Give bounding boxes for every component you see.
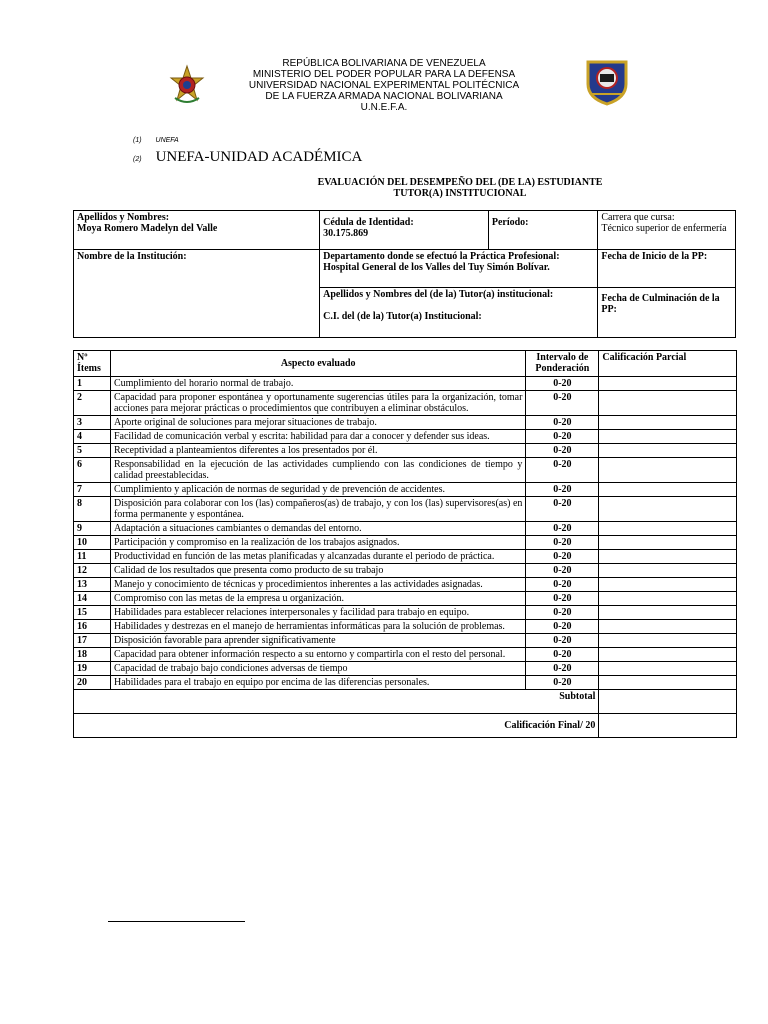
table-row (74, 497, 737, 522)
item-number: 10 (74, 536, 111, 550)
start-date-label: Fecha de Inicio de la PP: (601, 251, 708, 262)
partial-grade-cell[interactable] (599, 522, 737, 536)
table-row (74, 634, 737, 648)
department-cell (320, 250, 598, 288)
partial-grade-cell[interactable] (599, 458, 737, 483)
title-line: EVALUACIÓN DEL DESEMPEÑO DEL (DE LA) ESTUDIANTE (317, 177, 603, 188)
table-row (74, 444, 737, 458)
footnote-1 (133, 137, 179, 144)
table-row (74, 676, 737, 690)
form-title (210, 177, 710, 199)
item-number: 4 (74, 430, 111, 444)
unefa-shield-logo (582, 56, 632, 106)
tutor-id-label: C.I. del (de la) Tutor(a) Institucional: (323, 311, 482, 322)
career-cell (598, 211, 736, 250)
partial-grade-cell[interactable] (599, 606, 737, 620)
header-line: U.N.E.F.A. (360, 102, 408, 113)
col-header-items: Nº Ítems (74, 351, 111, 377)
item-number: 15 (74, 606, 111, 620)
aspect-text: Adaptación a situaciones cambiantes o demandas del entorno. (110, 522, 525, 536)
table-row (74, 662, 737, 676)
weighting-range: 0-20 (526, 483, 599, 497)
aspect-text: Capacidad para proponer espontánea y oportunamente sugerencias útiles para la organización, tomar acciones para mejorar prácticas o procedimientos que contribuyen a eliminar obstáculos. (110, 391, 525, 416)
partial-grade-cell[interactable] (599, 634, 737, 648)
weighting-range: 0-20 (526, 458, 599, 483)
weighting-range: 0-20 (526, 536, 599, 550)
start-date-cell (598, 250, 736, 288)
evaluation-table (73, 350, 737, 738)
academic-unit-heading: UNEFA-UNIDAD ACADÉMICA (155, 149, 363, 165)
aspect-text: Aporte original de soluciones para mejorar situaciones de trabajo. (110, 416, 525, 430)
weighting-range: 0-20 (526, 606, 599, 620)
weighting-range: 0-20 (526, 377, 599, 391)
header-line: REPÚBLICA BOLIVARIANA DE VENEZUELA (282, 58, 486, 69)
table-row (74, 564, 737, 578)
weighting-range: 0-20 (526, 648, 599, 662)
weighting-range: 0-20 (526, 592, 599, 606)
weighting-range: 0-20 (526, 444, 599, 458)
final-grade-label: Calificación Final/ 20 (74, 714, 599, 738)
weighting-range: 0-20 (526, 430, 599, 444)
venezuela-coat-of-arms-logo (167, 64, 207, 106)
table-row (74, 430, 737, 444)
item-number: 12 (74, 564, 111, 578)
aspect-text: Calidad de los resultados que presenta como producto de su trabajo (110, 564, 525, 578)
col-header-partial-grade: Calificación Parcial (599, 351, 737, 377)
table-row (74, 458, 737, 483)
career-label: Carrera que cursa: (601, 212, 675, 223)
item-number: 9 (74, 522, 111, 536)
department-label: Departamento donde se efectuó la Práctica Profesional: (323, 251, 560, 262)
partial-grade-cell[interactable] (599, 662, 737, 676)
aspect-text: Disposición para colaborar con los (las) compañeros(as) de trabajo, y con los (las) supervisores(as) en forma permanente y espontánea. (110, 497, 525, 522)
footnote-number: (1) (133, 137, 142, 144)
table-row (74, 377, 737, 391)
period-cell (488, 211, 597, 250)
table-row (74, 536, 737, 550)
id-label: Cédula de Identidad: (323, 217, 414, 228)
weighting-range: 0-20 (526, 662, 599, 676)
aspect-text: Compromiso con las metas de la empresa u organización. (110, 592, 525, 606)
table-row (74, 391, 737, 416)
aspect-text: Productividad en función de las metas planificadas y alcanzadas durante el periodo de práctica. (110, 550, 525, 564)
footnote-number: (2) (133, 156, 142, 163)
aspect-text: Habilidades para el trabajo en equipo por encima de las diferencias personales. (110, 676, 525, 690)
student-info-table (73, 210, 736, 338)
table-row (74, 620, 737, 634)
aspect-text: Habilidades para establecer relaciones interpersonales y facilidad para trabajo en equipo. (110, 606, 525, 620)
item-number: 5 (74, 444, 111, 458)
weighting-range: 0-20 (526, 676, 599, 690)
aspect-text: Receptividad a planteamientos diferentes a los presentados por él. (110, 444, 525, 458)
weighting-range: 0-20 (526, 391, 599, 416)
col-header-aspect: Aspecto evaluado (110, 351, 525, 377)
item-number: 16 (74, 620, 111, 634)
table-row (74, 648, 737, 662)
id-value: 30.175.869 (323, 228, 369, 239)
end-date-label: Fecha de Culminación de la PP: (601, 293, 720, 315)
item-number: 2 (74, 391, 111, 416)
partial-grade-cell[interactable] (599, 430, 737, 444)
partial-grade-cell[interactable] (599, 550, 737, 564)
partial-grade-cell[interactable] (599, 377, 737, 391)
item-number: 14 (74, 592, 111, 606)
aspect-text: Capacidad de trabajo bajo condiciones adversas de tiempo (110, 662, 525, 676)
partial-grade-cell[interactable] (599, 391, 737, 416)
partial-grade-cell[interactable] (599, 620, 737, 634)
subtotal-value[interactable] (599, 690, 737, 714)
item-number: 18 (74, 648, 111, 662)
partial-grade-cell[interactable] (599, 564, 737, 578)
weighting-range: 0-20 (526, 578, 599, 592)
student-name-value: Moya Romero Madelyn del Valle (77, 223, 218, 234)
student-name-label: Apellidos y Nombres: (77, 212, 170, 223)
footnote-label: UNEFA (155, 137, 179, 144)
signature-line (108, 921, 245, 922)
partial-grade-cell[interactable] (599, 676, 737, 690)
aspect-text: Capacidad para obtener información respecto a su entorno y compartirla con el resto del personal. (110, 648, 525, 662)
table-row (74, 606, 737, 620)
header-line: DE LA FUERZA ARMADA NACIONAL BOLIVARIANA (265, 91, 503, 102)
partial-grade-cell[interactable] (599, 578, 737, 592)
tutor-cell (320, 288, 598, 338)
weighting-range: 0-20 (526, 550, 599, 564)
partial-grade-cell[interactable] (599, 444, 737, 458)
item-number: 17 (74, 634, 111, 648)
department-value: Hospital General de los Valles del Tuy Simón Bolívar. (323, 262, 550, 273)
partial-grade-cell[interactable] (599, 497, 737, 522)
header-line: UNIVERSIDAD NACIONAL EXPERIMENTAL POLITÉCNICA (248, 80, 520, 91)
tutor-name-label: Apellidos y Nombres del (de la) Tutor(a) institucional: (323, 289, 554, 300)
item-number: 19 (74, 662, 111, 676)
partial-grade-cell[interactable] (599, 483, 737, 497)
institution-label: Nombre de la Institución: (77, 251, 187, 262)
item-number: 11 (74, 550, 111, 564)
end-date-cell (598, 288, 736, 338)
partial-grade-cell[interactable] (599, 536, 737, 550)
aspect-text: Habilidades y destrezas en el manejo de herramientas informáticas para la solución de problemas. (110, 620, 525, 634)
header-line: MINISTERIO DEL PODER POPULAR PARA LA DEFENSA (252, 69, 516, 80)
table-row (74, 592, 737, 606)
weighting-range: 0-20 (526, 522, 599, 536)
table-row (74, 483, 737, 497)
table-row (74, 416, 737, 430)
aspect-text: Participación y compromiso en la realización de los trabajos asignados. (110, 536, 525, 550)
table-row (74, 578, 737, 592)
career-value: Técnico superior de enfermería (601, 223, 727, 234)
student-name-cell (74, 211, 320, 250)
weighting-range: 0-20 (526, 634, 599, 648)
item-number: 13 (74, 578, 111, 592)
item-number: 20 (74, 676, 111, 690)
aspect-text: Responsabilidad en la ejecución de las actividades cumpliendo con las condiciones de tiempo y calidad preestablecidas. (110, 458, 525, 483)
id-cell (320, 211, 489, 250)
final-grade-value[interactable] (599, 714, 737, 738)
partial-grade-cell[interactable] (599, 592, 737, 606)
weighting-range: 0-20 (526, 564, 599, 578)
aspect-text: Cumplimiento y aplicación de normas de seguridad y de prevención de accidentes. (110, 483, 525, 497)
aspect-text: Manejo y conocimiento de técnicas y procedimientos inherentes a las actividades asignadas. (110, 578, 525, 592)
institution-cell (74, 250, 320, 338)
item-number: 1 (74, 377, 111, 391)
weighting-range: 0-20 (526, 620, 599, 634)
item-number: 7 (74, 483, 111, 497)
weighting-range: 0-20 (526, 497, 599, 522)
subtotal-label: Subtotal (74, 690, 599, 714)
title-line: TUTOR(A) INSTITUCIONAL (393, 188, 527, 199)
partial-grade-cell[interactable] (599, 416, 737, 430)
footnote-2 (133, 148, 362, 166)
partial-grade-cell[interactable] (599, 648, 737, 662)
weighting-range: 0-20 (526, 416, 599, 430)
item-number: 3 (74, 416, 111, 430)
item-number: 6 (74, 458, 111, 483)
aspect-text: Cumplimiento del horario normal de trabajo. (110, 377, 525, 391)
table-row (74, 522, 737, 536)
aspect-text: Facilidad de comunicación verbal y escrita: habilidad para dar a conocer y defender sus ideas. (110, 430, 525, 444)
item-number: 8 (74, 497, 111, 522)
document-header (0, 58, 768, 113)
aspect-text: Disposición favorable para aprender significativamente (110, 634, 525, 648)
col-header-range: Intervalo de Ponderación (526, 351, 599, 377)
period-label: Período: (491, 217, 529, 228)
table-row (74, 550, 737, 564)
